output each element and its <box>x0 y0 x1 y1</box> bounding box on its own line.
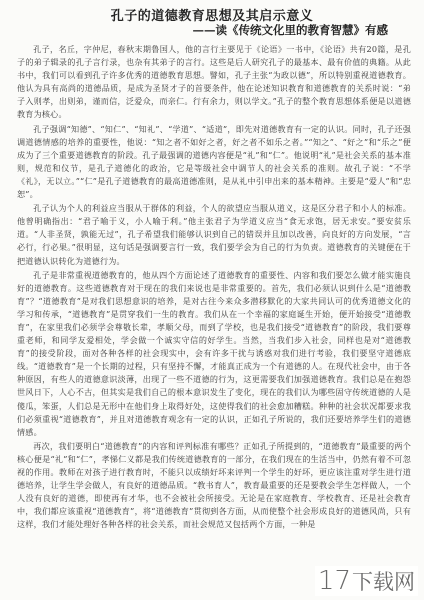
document-body <box>17 43 411 588</box>
watermark-number: 17 <box>317 566 351 596</box>
paragraph: 孔子认为个人的利益应当服从于群体的利益，个人的欲望应当服从道义，这是区分君子和小人的标准。他曾明确指出：“君子喻于义，小人喻于利。”他主张君子为学道义应当“食无求饱，居无求安。”要安贫乐道。“人非圣贤，孰能无过”，孔子希望我们能够认识到自己的错误并且加以改善，向良好的方向发展，“言必行，行必果。”很明显，这句话是强调要言行一致，我们要学会为自己的行为负责。道德教育的关键便在于把道德认识转化为道德行为。 <box>17 203 411 266</box>
paragraph: 孔子，名丘，字仲尼，春秋末期鲁国人，他的言行主要见于《论语》一书中，《论语》共有20篇，是孔子的弟子辑录的孔子言行录，也杂有其弟子的言行。这些是后人研究孔子的最基本、最有价值的典籍。从此书中，我们可以看到孔子许多优秀的道德教育思想。譬如，孔子主张“为政以德”，所以特别重视道德教育。他认为具有高尚的道德品质，是成为圣贤才子的首要条件，他在论述知识教育和道德教育的关系时说：“弟子入则孝，出则弟，谨而信，泛爱众，而亲仁。行有余力，则以学文。”孔子的整个教育思想体系便是以道德教育为核心。 <box>17 44 411 120</box>
watermark-text: 下载网 <box>352 570 415 594</box>
paragraph: 孔子强调“知德”、“知仁”、“知礼”、“学道”、“适道”，即先对道德教育有一定的认识。同时，孔子还强调道德情感的培养的重要性，他说：“知之者不如好之者，好之者不如乐之者。”“知之”、“好之”和“乐之”便成为了三个重要道德教育的阶段。孔子最强调的道德内容便是“礼”和“仁”。他说明“礼”是社会关系的基本准则，规范和仪节，是孔子道德化的政治，它是等级社会中调节人的社会关系的准则。故孔子说：“不学《礼》，无以立。”“仁”是孔子道德教育的最高道德准则，是从礼中引申出来的基本精神。主要是“爱人”和“忠恕”。 <box>17 123 411 200</box>
document-title: 孔子的道德教育思想及其启示意义 <box>110 9 314 24</box>
paragraph: 再次，我们要明白“道德教育”的内容和评判标准有哪些？正如孔子所提到的，“道德教育”最重要的两个核心便是“礼”和“仁”，孝悌仁义都是我们传统道德教育的一部分，在我们现在的生活当中，仍然有着不可忽视的作用。教师在对孩子进行教育时，不能只以成绩好坏来评判一个学生的好坏，更应该注重对学生进行道德培养，让学生学会做人，有良好的道德品质。“教书育人”，教育最重要的还是要教会学生怎样做人，一个人没有良好的道德，即使再有才华，也不会被社会所接受。无论是在家庭教育、学校教育、还是社会教育中，我们都应该重视“道德教育”，将“道德教育”贯彻到各方面，从而使整个社会形成良好的道德风尚，只有这样，我们才能处理好各种各样的社会关系，而社会规范又包括两个方面，一种是 <box>17 440 411 530</box>
site-watermark-logo <box>315 566 418 596</box>
document-subtitle: ——读《传统文化里的教育智慧》有感 <box>192 23 388 37</box>
paragraph: 孔子是非常重视道德教育的，他从四个方面论述了道德教育的重要性、内容和我们要怎么做才能实施良好的道德教育。这些道德教育对于现在的我们来说也是非常重要的。首先，我们必须认识到什么是“道德教育”？“道德教育”是对我们思想意识的培养，是对古往今来众多潜移默化的大家共同认可的优秀道德文化的学习和传承，“道德教育”是贯穿我们一生的教育。我们从在一个幸福的家庭诞生开始，便开始接受“道德教育”，在家里我们必须学会尊敬长辈，孝顺父母，而到了学校，也是我们接受“道德教育”的阶段，我们要尊重老师，和同学友爱相处，学会做一个诚实守信的好学生。当然，当我们步入社会，同样也是对“道德教育”的接受阶段，面对各种各样的社会现实中，会有许多干扰与诱惑对我们进行考验，我们要坚守道德底线。“道德教育”是一个长期的过程，只有坚持不懈，才能真正成为一个有道德的人。在现代社会中，由于各种原因，有些人的道德意识淡薄，出现了一些不道德的行为，这更需要我们加强道德教育。我们总是在抱怨世风日下，人心不古，但其实是我们自己的根本意识发生了变化，现在的我们认为哪些固守传统道德的人是傻瓜，笨蛋，人们总是无形中在他们身上取得好处，这使得我们的社会愈加糟糕。种种的社会状况都要求我们必须重视“道德教育”，并且对道德教育观念有一定的认识，正如孔子所说的，我们还要培养学生们的道德情感。 <box>17 269 411 437</box>
